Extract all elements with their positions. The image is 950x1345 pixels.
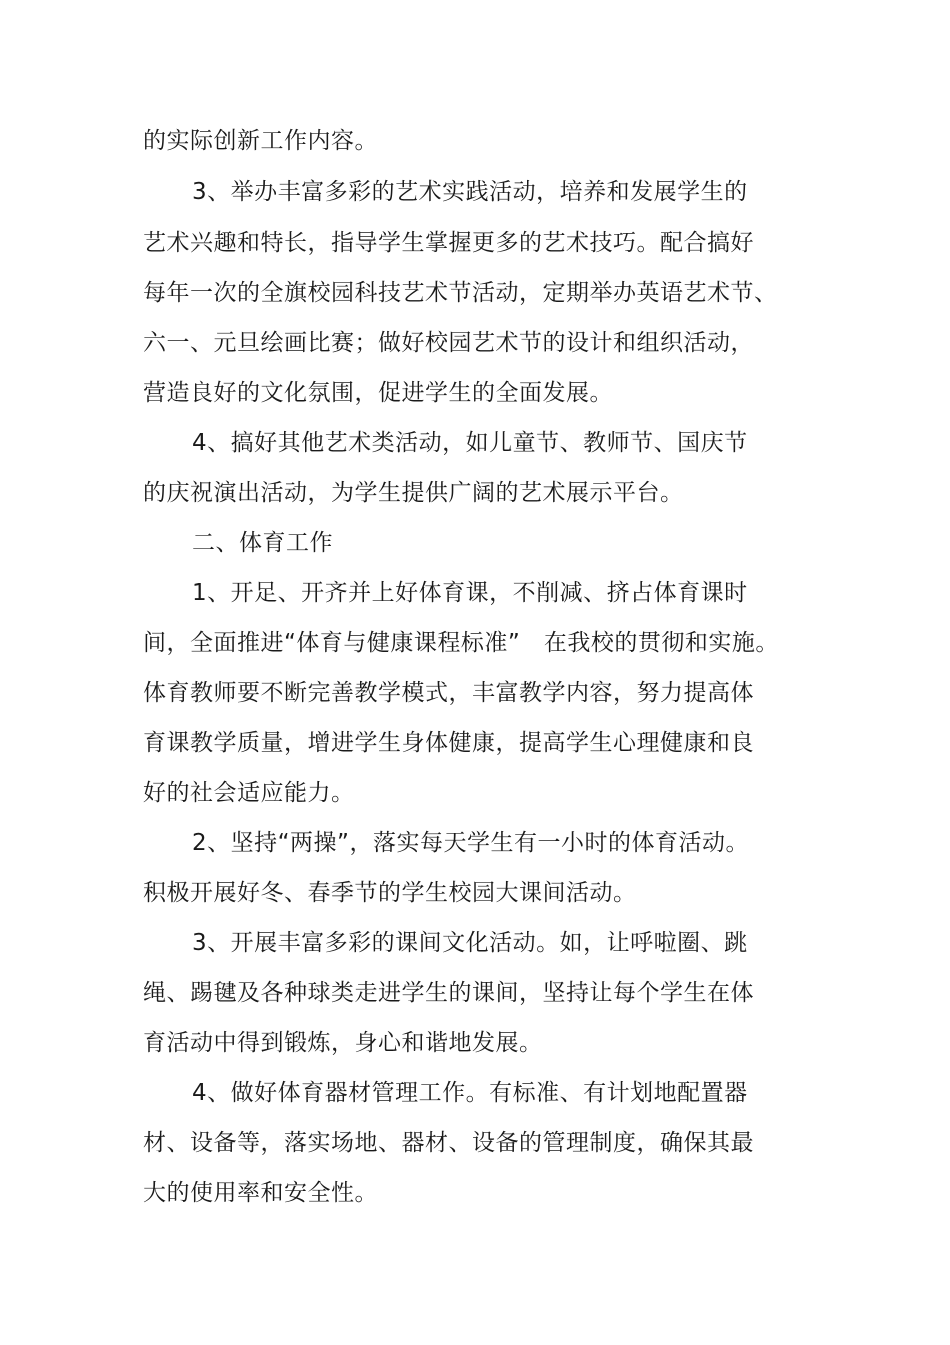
text-line: 营造良好的文化氛围，促进学生的全面发展。 (143, 380, 613, 406)
paragraph-start-line: 1、开足、开齐并上好体育课，不削减、挤占体育课时 (192, 580, 748, 606)
paragraph-start-line: 3、举办丰富多彩的艺术实践活动，培养和发展学生的 (192, 179, 748, 205)
text-line: 艺术兴趣和特长，指导学生掌握更多的艺术技巧。配合搞好 (143, 230, 754, 256)
text-line: 的实际创新工作内容。 (143, 128, 378, 154)
paragraph-start-line: 4、做好体育器材管理工作。有标准、有计划地配置器 (192, 1080, 748, 1106)
text-line: 的庆祝演出活动，为学生提供广阔的艺术展示平台。 (143, 480, 684, 506)
text-line: 体育教师要不断完善教学模式，丰富教学内容，努力提高体 (143, 680, 754, 706)
text-line: 大的使用率和安全性。 (143, 1180, 378, 1206)
text-line: 积极开展好冬、春季节的学生校园大课间活动。 (143, 880, 637, 906)
paragraph-start-line: 4、搞好其他艺术类活动，如儿童节、教师节、国庆节 (192, 430, 748, 456)
text-line: 六一、元旦绘画比赛；做好校园艺术节的设计和组织活动， (143, 330, 754, 356)
text-line: 材、设备等，落实场地、器材、设备的管理制度，确保其最 (143, 1130, 754, 1156)
text-line: 育活动中得到锻炼，身心和谐地发展。 (143, 1030, 543, 1056)
section-heading: 二、体育工作 (192, 530, 333, 556)
paragraph-start-line: 2、坚持“两操”，落实每天学生有一小时的体育活动。 (192, 830, 749, 856)
text-line: 每年一次的全旗校园科技艺术节活动，定期举办英语艺术节、 (143, 280, 778, 306)
text-line: 间，全面推进“体育与健康课程标准” 在我校的贯彻和实施。 (143, 630, 779, 656)
paragraph-start-line: 3、开展丰富多彩的课间文化活动。如，让呼啦圈、跳 (192, 930, 748, 956)
text-line: 绳、踢毽及各种球类走进学生的课间，坚持让每个学生在体 (143, 980, 754, 1006)
text-line: 育课教学质量，增进学生身体健康，提高学生心理健康和良 (143, 730, 754, 756)
text-line: 好的社会适应能力。 (143, 780, 355, 806)
